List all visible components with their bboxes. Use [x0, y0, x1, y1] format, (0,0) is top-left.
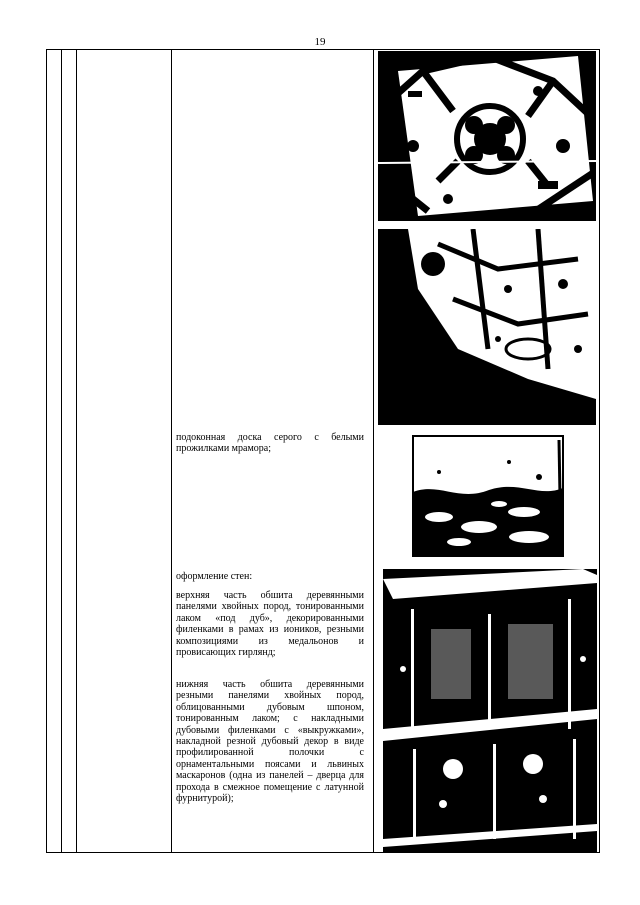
ceiling-photo-2 — [378, 229, 596, 425]
column-divider-4 — [373, 50, 374, 852]
wall-paneling-photo — [383, 569, 597, 852]
column-divider-3 — [171, 50, 172, 852]
marble-sill-photo — [409, 432, 567, 560]
ceiling-photo-1 — [378, 51, 596, 221]
upper-wall-description: верхняя часть обшита деревянными панелями хвойных пород, тонированными лаком «под дуб», декорированными филенками в рамах из иоников, резными композициями из медальонов и провисающих гирлянд; — [176, 590, 364, 659]
column-divider-1 — [61, 50, 62, 852]
wall-decoration-heading: оформление стен: — [176, 571, 253, 582]
page-number: 19 — [314, 36, 326, 48]
windowsill-description: подоконная доска серого с белыми прожилками мрамора; — [176, 432, 364, 455]
column-divider-2 — [76, 50, 77, 852]
lower-wall-description: нижняя часть обшита деревянными резными панелями хвойных пород, облицованными дубовым шпоном, тонированным лаком; с накладными дубовыми филенками с «выкружками», накладной резной дубовый декор в виде профилированной полочки с орнаментальными поясами и львиных маскаронов (одна из панелей – дверца для прохода в смежное помещение с латунной фурнитурой); — [176, 679, 364, 805]
